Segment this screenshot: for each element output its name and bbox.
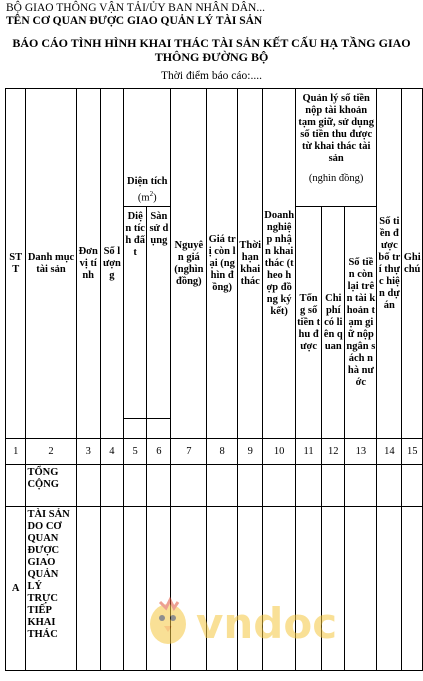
header-total-collected: Tổng số tiền thu được <box>296 207 322 439</box>
col-number: 4 <box>100 439 123 465</box>
area-unit-label: $(m^2)$ <box>137 189 157 203</box>
col-number: 1 <box>6 439 26 465</box>
header-remaining-value: Giá trị còn lại (nghìn đồng) <box>207 89 238 439</box>
header-original-price: Nguyên giá (nghìn đồng) <box>171 89 207 439</box>
area-group-label: Diện tích <box>126 175 168 187</box>
account-group-label: Quản lý số tiền nộp tài khoản tạm giữ, sử dụng số tiền thu được từ khai thác tài sản <box>298 93 374 164</box>
report-time-label: Thời điểm báo cáo:.... <box>161 70 262 82</box>
asset-exploitation-table <box>5 88 423 671</box>
header-related-costs: Chi phí có liên quan <box>322 207 345 439</box>
account-unit-label: (nghìn đồng) <box>308 173 364 184</box>
row-name: TỔNG CỘNG <box>26 465 76 507</box>
col-number: 7 <box>171 439 207 465</box>
col-number: 10 <box>263 439 296 465</box>
header-account-group <box>296 89 377 207</box>
header-allocated-amount: Số tiền được bố trí thực hiện dự án <box>377 89 402 439</box>
col-number: 6 <box>147 439 171 465</box>
col-number: 2 <box>26 439 76 465</box>
header-unit: Đơn vị tính <box>76 89 100 439</box>
header-exploit-term: Thời hạn khai thác <box>238 89 263 439</box>
col-number: 15 <box>402 439 423 465</box>
table-row <box>6 465 423 507</box>
row-stt: A <box>6 507 26 671</box>
row-stt <box>6 465 26 507</box>
col-number: 3 <box>76 439 100 465</box>
table-row <box>6 507 423 671</box>
col-number: 11 <box>296 439 322 465</box>
row-name: TÀI SẢN DO CƠ QUAN ĐƯỢC GIAO QUẢN LÝ TRỰC TIẾP KHAI THÁC <box>26 507 76 671</box>
report-title-line1: BÁO CÁO TÌNH HÌNH KHAI THÁC TÀI SẢN KẾT CẤU HẠ TẦNG GIAO <box>12 36 411 50</box>
header-quantity: Số lượng <box>100 89 123 439</box>
header-stt: ST T <box>6 89 26 439</box>
col-number: 5 <box>124 439 147 465</box>
header-remaining-amount: Số tiền còn lại trên tài khoản tạm giữ nộp ngân sách nhà nước <box>345 207 377 439</box>
col-number: 13 <box>345 439 377 465</box>
header-asset-list: Danh mục tài sản <box>26 89 76 439</box>
header-exploiting-enterprise: Doanh nghiệp nhận khai thác (theo hợp đồng ký kết) <box>263 89 296 439</box>
col-number: 9 <box>238 439 263 465</box>
ministry-header: BỘ GIAO THÔNG VẬN TẢI/ỦY BAN NHÂN DÂN... <box>6 2 265 14</box>
header-area-group <box>124 89 171 207</box>
col-number: 14 <box>377 439 402 465</box>
header-note: Ghi chú <box>402 89 423 439</box>
header-floor-area: Sàn sử dụng <box>147 207 171 419</box>
col-number: 8 <box>207 439 238 465</box>
header-land-area: Diện tích đất <box>124 207 147 419</box>
agency-header: TÊN CƠ QUAN ĐƯỢC GIAO QUẢN LÝ TÀI SẢN <box>6 15 263 27</box>
column-number-row <box>6 439 423 465</box>
report-title-line2: THÔNG ĐƯỜNG BỘ <box>154 50 269 64</box>
watermark-text: vndoc <box>196 599 338 648</box>
col-number: 12 <box>322 439 345 465</box>
